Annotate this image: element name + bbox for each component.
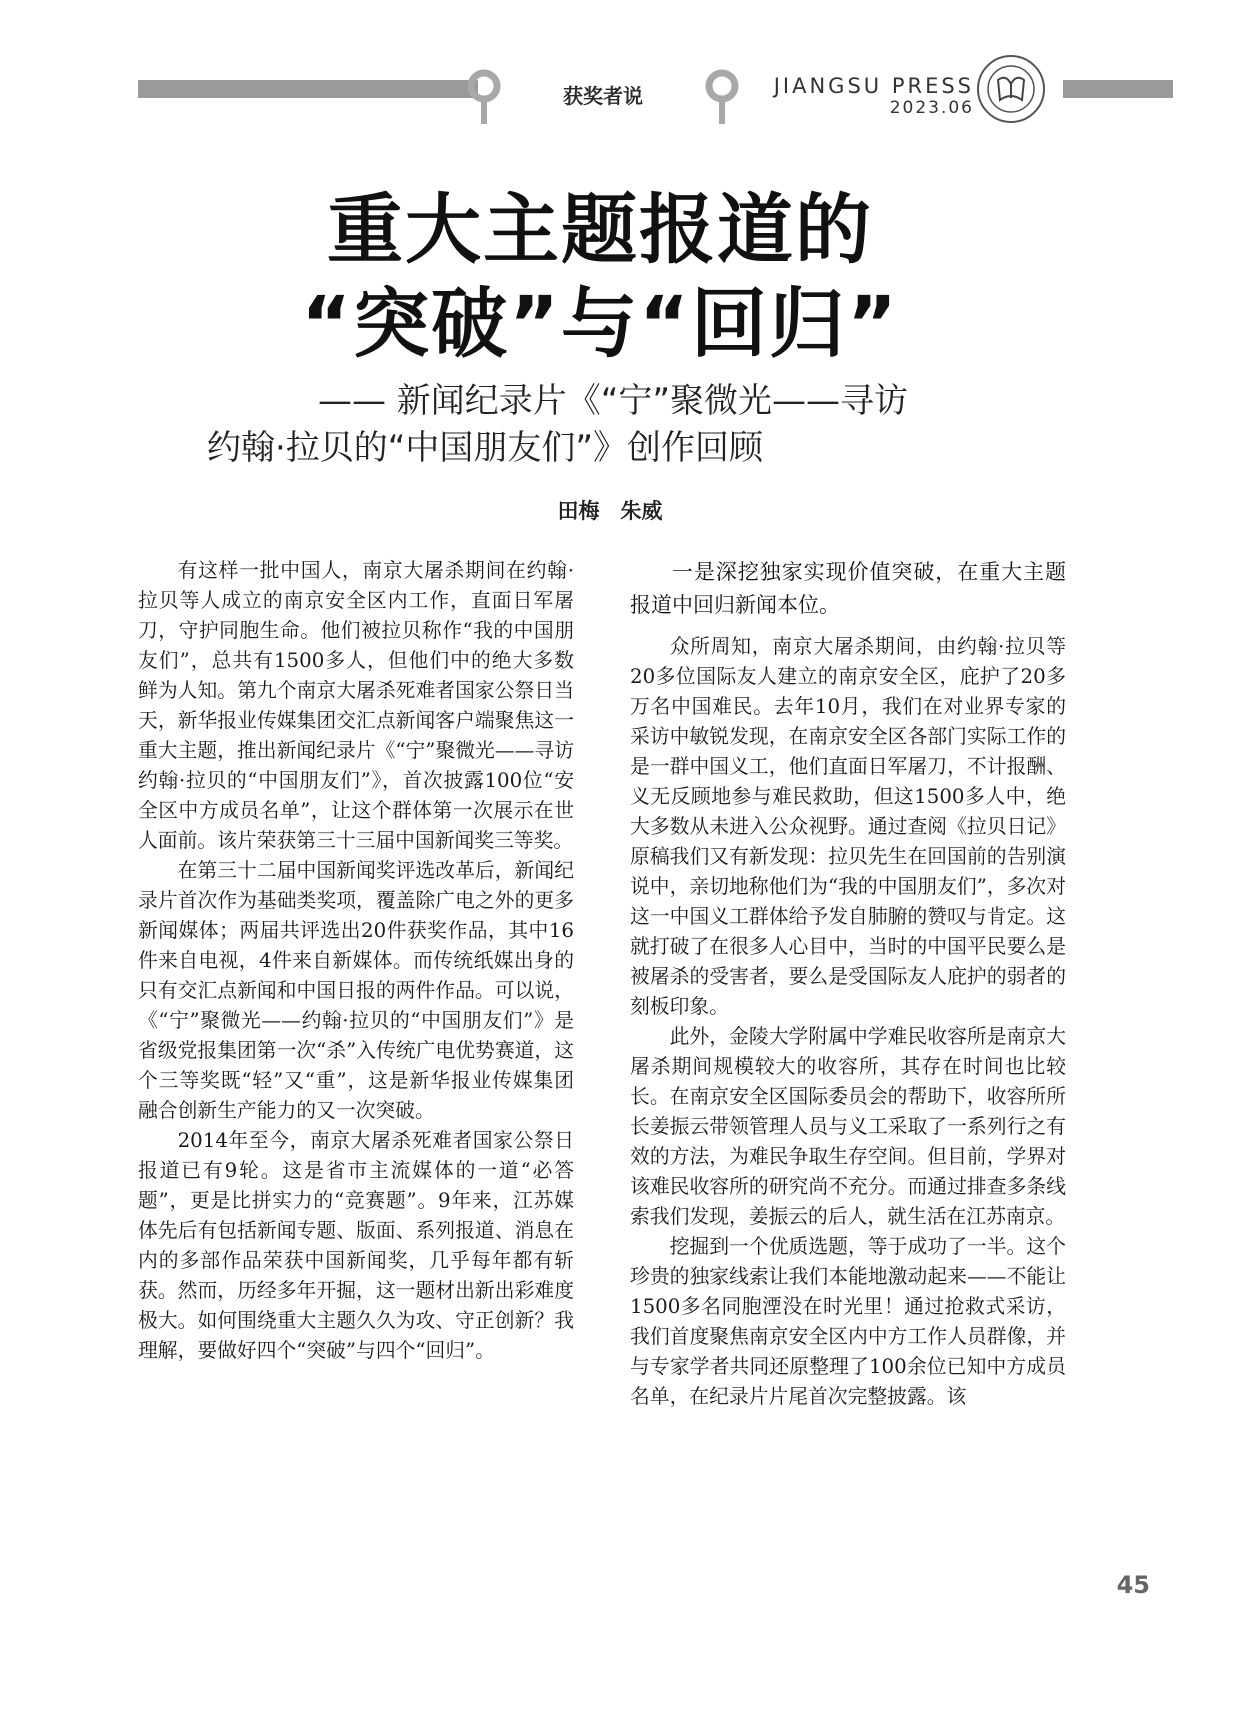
article-subtitle-line-2: 约翰·拉贝的“中国朋友们”》创作回顾 <box>207 428 764 468</box>
article-title-line-1: 重大主题报道的 <box>327 185 873 274</box>
magazine-name: JIANGSU PRESS <box>773 74 974 98</box>
page-number: 45 <box>1116 1571 1150 1599</box>
article-subtitle-line-1: —— 新闻纪录片《“宁”聚微光——寻访 <box>318 381 909 421</box>
magazine-issue: 2023.06 <box>889 98 974 118</box>
section-lead-heading: 一是深挖独家实现价值突破，在重大主题报道中回归新闻本位。 <box>630 560 1066 617</box>
body-paragraph: 在第三十二届中国新闻奖评选改革后，新闻纪录片首次作为基础类奖项，覆盖除广电之外的更多新闻媒体；两届共评选出20件获奖作品，其中16件来自电视，4件来自新媒体。而传统纸媒出身的只有交汇点新闻和中国日报的两件作品。可以说，《“宁”聚微光——约翰·拉贝的“中国朋友们”》是省级党报集团第一次“杀”入传统广电优势赛道，这个三等奖既“轻”又“重”，这是新华报业传媒集团融合创新生产能力的又一次突破。 <box>138 859 574 1122</box>
left-column <box>138 556 574 1601</box>
header-bar-left <box>138 80 478 98</box>
pin-icon <box>704 68 740 124</box>
body-paragraph: 2014年至今，南京大屠杀死难者国家公祭日报道已有9轮。这是省市主流媒体的一道“必答题”，更是比拼实力的“竞赛题”。9年来，江苏媒体先后有包括新闻专题、版面、系列报道、消息在内的多部作品荣获中国新闻奖，几乎每年都有斩获。然而，历经多年开掘，这一题材出新出彩难度极大。如何围绕重大主题久久为攻、守正创新？我理解，要做好四个“突破”与四个“回归”。 <box>138 1129 574 1362</box>
article-authors: 田梅 朱威 <box>557 499 663 523</box>
body-paragraph: 此外，金陵大学附属中学难民收容所是南京大屠杀期间规模较大的收容所，其存在时间也比较长。在南京安全区国际委员会的帮助下，收容所所长姜振云带领管理人员与义工采取了一系列行之有效的方法，为难民争取生存空间。但目前，学界对该难民收容所的研究尚不充分。而通过排查多条线索我们发现，姜振云的后人，就生活在江苏南京。 <box>630 1025 1066 1228</box>
pin-icon <box>466 68 502 124</box>
body-paragraph: 有这样一批中国人，南京大屠杀期间在约翰·拉贝等人成立的南京安全区内工作，直面日军屠刀，守护同胞生命。他们被拉贝称作“我的中国朋友们”，总共有1500多人，但他们中的绝大多数鲜为人知。第九个南京大屠杀死难者国家公祭日当天，新华报业传媒集团交汇点新闻客户端聚焦这一重大主题，推出新闻纪录片《“宁”聚微光——寻访约翰·拉贝的“中国朋友们”》，首次披露100位“安全区中方成员名单”，让这个群体第一次展示在世人面前。该片荣获第三十三届中国新闻奖三等奖。 <box>138 559 574 852</box>
right-column <box>630 556 1066 1601</box>
article-title-line-2: “突破”与“回归” <box>301 279 899 368</box>
header-bar-right <box>1063 80 1173 98</box>
body-paragraph: 挖掘到一个优质选题，等于成功了一半。这个珍贵的独家线索让我们本能地激动起来——不能让1500多名同胞湮没在时光里！通过抢救式采访，我们首度聚焦南京安全区内中方工作人员群像，并与专家学者共同还原整理了100余位已知中方成员名单，在纪录片片尾首次完整披露。该 <box>630 1235 1066 1408</box>
journalist-association-seal-icon <box>976 54 1046 124</box>
body-paragraph: 众所周知，南京大屠杀期间，由约翰·拉贝等20多位国际友人建立的南京安全区，庇护了20多万名中国难民。去年10月，我们在对业界专家的采访中敏锐发现，在南京安全区各部门实际工作的是一群中国义工，他们直面日军屠刀，不计报酬、义无反顾地参与难民救助，但这1500多人中，绝大多数从未进入公众视野。通过查阅《拉贝日记》原稿我们又有新发现：拉贝先生在回国前的告别演说中，亲切地称他们为“我的中国朋友们”，多次对这一中国义工群体给予发自肺腑的赞叹与肯定。这就打破了在很多人心目中，当时的中国平民要么是被屠杀的受害者，要么是受国际友人庇护的弱者的刻板印象。 <box>630 635 1066 1018</box>
section-label: 获奖者说 <box>563 84 643 108</box>
